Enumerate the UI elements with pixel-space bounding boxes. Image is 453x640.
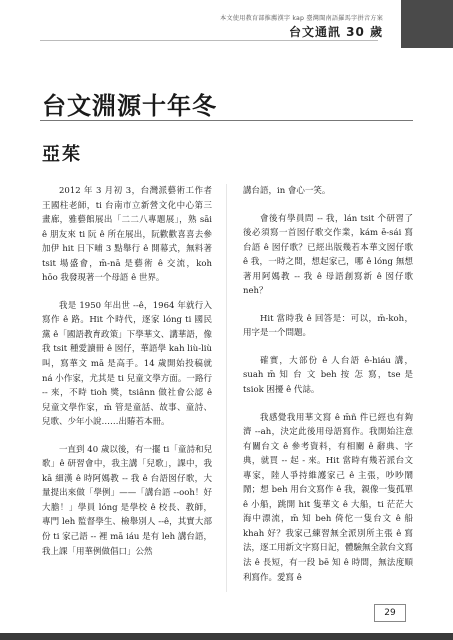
paragraph: 一直到 40 歲以後，有一擺 ti「童詩和兒歌」ê 研習會中，我主講「兒歌」，課中，我 kā 細漢 ê 時阿媽教 -- 我 ê 台語囡仔歌，大量提出來做「學例」——「講台語 --ooh！好大膽！」學員 lóng 是學校 ê 校長、教師，專門 leh 監督學生、檢舉別人 --ê，其實大部份 ti 家己語 -- 裡 mā iáu 是有 leh 講台語，我上課「用華例做倡口」公然: [42, 444, 212, 557]
column-divider: [226, 184, 227, 592]
header-rule: [40, 40, 378, 41]
paragraph: 會後有學員問 -- 我，lán tsit 个研習了後必須寫一首囡仔歌交作業，kám ē-sái 寫台語 ê 囡仔歌？已經出版幾若本華文囡仔歌 ê 我，一時之間，想起家己，哪 ê lóng 無想著用阿媽教 -- 我 ê 母語創寫新 ê 囡仔歌 neh？: [243, 213, 413, 297]
right-column: [243, 184, 413, 598]
paragraph: 確實，大部份 ê 人台語 ê-hiáu 講，suah m̄ 知 台 文 beh 按 怎 寫，tse 是 tsiok 困擾 ê 代誌。: [243, 355, 413, 396]
article-title: 台文淵源十年冬: [42, 91, 217, 120]
section-tab: [401, 0, 453, 48]
paragraph-continued: 講台語，in 會心一笑。: [243, 186, 331, 196]
section-title: 台文通訊 30 歲: [288, 25, 383, 39]
page-number: 29: [374, 604, 406, 622]
bottom-bar: [0, 633, 453, 640]
paragraph: Hit 當時我 ê 回答是：可以，m̄-koh，用字是一个問題。: [243, 313, 413, 339]
title-rule: [40, 120, 413, 121]
left-column: [42, 184, 212, 572]
paragraph: 我是 1950 年出世 --ê，1964 年就行入寫作 ê 路。Hit 个時代，逐家 lóng ti 國民黨 ê「國語教育政策」下學華文、講華語，像我 tsit 種愛讀冊 ê 囡仔，華語學 kah liù-liù 叫，寫華文 mā 是高手。14 歲開始投稿就 ná 小作家，尤其是 ti 兒童文學方面。一路行 -- 來，不時 tioh 獎，tsiânn 做社會公認 ê 兒童文學作家，m̄ 管是童話、故事、童詩、兒歌、少年小說……出賰若本冊。: [42, 300, 212, 428]
paragraph: 我感覺我用華文寫 ê m̄ñ 件已經也有夠濟 --ah，決定此後用母語寫作。我開始注意有關台文 ê 參考資料，有相關 ê 辭典、字典，就買 -- 起 - 來。Hit 當時有幾若派台文專家，陸人爭持維護家己 ê 主張，吵吵鬧鬧；想 beh 用台文寫作 ê 我，親像一隻孤單 ê 小船，跳開 hit 隻華文 ê 大船，ti 茫茫大海中漂流，m̄ 知 beh 倚佗一隻台文 ê 船 khah 好？我家己練習無全派別所主張 ê 寫法，逐工用新文字寫日記，體驗無全款台文寫法 ê 長短，有一段 bē 知 ê 時間，無法度順利寫作。愛寫 ê: [243, 412, 414, 583]
paragraph: 2012 年 3 月初 3，台灣派藝術工作者王國柱老師，ti 台南市立新營文化中心第三畫廊，雅藝館展出「二二八專題展」，熟 sāi ê 朋友來 ti 阮 ê 所在展出，阮歡歡喜喜去參加伊 hit 日下晡 3 點舉行 ê 開幕式，無料著 tsit 場盛會，m̄-nā 是藝術 ê 交流，koh hōo 我發現著一个母語 ê 世界。: [42, 186, 212, 284]
author-name: 亞茱: [42, 144, 82, 165]
header-note: 本文使用教育部推薦漢字 kap 臺灣閩南語羅馬字拼音方案: [219, 15, 383, 22]
